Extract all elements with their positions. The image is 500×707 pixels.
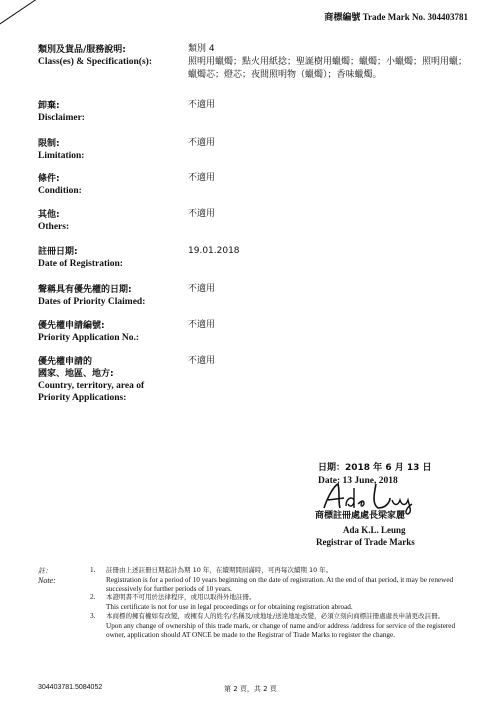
field-label-zh-2: 國家、地區、地方:: [38, 369, 114, 379]
field-label-zh: 限制:: [38, 139, 60, 149]
field-limitation-value: 不適用: [188, 138, 216, 148]
field-others-label: [38, 209, 188, 233]
note-number: 1.: [90, 566, 96, 574]
field-label-zh: 註冊日期:: [38, 247, 78, 257]
note-item: [90, 612, 480, 648]
registrar-title-zh: 商標註冊處處長梁家麗: [315, 511, 406, 521]
field-registration-date-label: [38, 246, 188, 270]
field-others-value: 不適用: [188, 209, 216, 219]
notes-label: [38, 566, 56, 586]
field-label-en: Condition:: [38, 186, 82, 196]
note-item: [90, 566, 480, 593]
field-label-en: Others:: [38, 222, 70, 232]
issue-date-en: Date: 13 June, 2018: [318, 476, 398, 486]
note-text: [106, 566, 461, 595]
corner-fold-line: [0, 0, 70, 31]
field-label-en: Country, territory, area of: [38, 381, 145, 391]
field-label-en: Limitation:: [38, 151, 85, 161]
field-label-zh: 卸棄:: [38, 101, 60, 111]
notes-label-zh: 註：: [38, 567, 52, 575]
note-text-zh: 本商標的擁有權如有改變，或擁有人的姓名/名稱及/或地址/送達地址改變，必須立刻向商標註冊處處長申請更改註冊。: [106, 612, 445, 620]
note-text-en: This certificate is not for use in legal proceedings or for obtaining registration abroad.: [106, 602, 353, 611]
field-label-zh: 聲稱具有優先權的日期:: [38, 285, 132, 295]
field-priority-country-value: 不適用: [188, 356, 216, 366]
field-label-zh: 其他:: [38, 210, 60, 220]
field-condition-label: [38, 173, 188, 197]
note-number: 2.: [90, 593, 96, 601]
field-label-en: Dates of Priority Claimed:: [38, 297, 146, 307]
field-priority-dates-label: [38, 284, 188, 308]
class-number: 類別 4: [188, 44, 215, 54]
field-label-zh: 條件:: [38, 174, 60, 184]
field-priority-number-value: 不適用: [188, 320, 216, 330]
field-condition-value: 不適用: [188, 173, 216, 183]
field-label-en: Class(es) & Specification(s):: [38, 57, 152, 67]
note-text-zh: 本證明書不可用於法律程序，或用以取得外地註冊。: [106, 593, 256, 601]
note-text-en: Upon any change of ownership of this trade mark, or change of name and/or address /address for service of the registered owner, application should AT ONCE be made to the Registrar of Trade Marks to register the change.: [106, 621, 456, 639]
note-text-en: Registration is for a period of 10 years beginning on the date of registration. At the end of that period, it may be renewed successively for further periods of 10 years.: [106, 575, 454, 593]
note-text: [106, 612, 461, 641]
specification-text: 照明用蠟燭；點火用紙捻；聖誕樹用蠟燭；蠟燭；小蠟燭；照明用蠟；蠟燭芯；燈芯；夜間照明物（蠟燭）；香味蠟燭。: [188, 57, 468, 80]
field-priority-country-label: [38, 356, 188, 404]
field-registration-date-value: 19.01.2018: [188, 246, 240, 256]
field-label-zh: 優先權申請編號:: [38, 321, 105, 331]
field-class-value: [188, 43, 468, 82]
field-label-en: Date of Registration:: [38, 259, 123, 269]
page-number: 第 2 頁，共 2 頁: [224, 685, 277, 693]
registrar-name: Ada K.L. Leung: [343, 525, 406, 535]
note-number: 3.: [90, 612, 96, 620]
issue-date-zh: 日期：2018 年 6 月 13 日: [318, 463, 432, 473]
note-text: [106, 593, 461, 612]
field-label-zh: 類別及貨品/服務說明:: [38, 45, 126, 55]
field-limitation-label: [38, 138, 188, 162]
field-disclaimer-value: 不適用: [188, 100, 216, 110]
document-reference: 304403781.5084052: [38, 684, 103, 691]
field-label-en: Disclaimer:: [38, 113, 85, 123]
notes-label-en: Note:: [38, 576, 56, 585]
field-label-en: Priority Application No.:: [38, 333, 140, 343]
field-label-zh: 優先權申請的: [38, 357, 93, 367]
field-disclaimer-label: [38, 100, 188, 124]
note-item: [90, 593, 480, 613]
field-priority-dates-value: 不適用: [188, 284, 216, 294]
field-label-en-2: Priority Applications:: [38, 393, 127, 403]
field-class-label: [38, 44, 188, 68]
field-priority-number-label: [38, 320, 188, 344]
note-text-zh: 註冊由上述註冊日期起計為期 10 年，在續期間屆滿時，可再每次續期 10 年。: [106, 566, 333, 574]
trade-mark-number: 商標編號 Trade Mark No. 304403781: [324, 12, 468, 22]
registrar-title-en: Registrar of Trade Marks: [316, 537, 415, 547]
